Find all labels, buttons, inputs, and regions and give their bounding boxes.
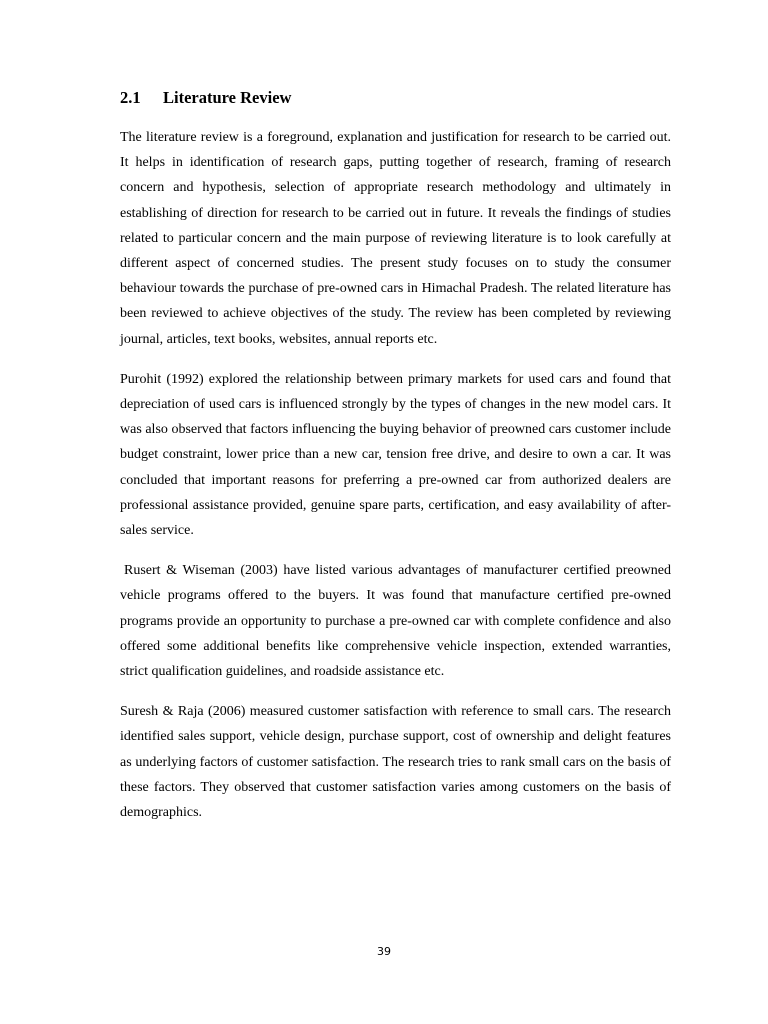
section-number: 2.1 [120,88,141,107]
body-text [120,125,671,840]
paragraph-rusert-wiseman-2003: Rusert & Wiseman (2003) have listed various advantages of manufacturer certified preowned vehicle programs offered to the buyers. It was found that manufacture certified pre-owned programs provide an opportunity to purchase a pre-owned car with complete confidence and also offered some additional benefits like comprehensive vehicle inspection, extended warranties, strict qualification guidelines, and roadside assistance etc. [120,563,671,680]
page-number: 39 [377,945,391,958]
paragraph-intro: The literature review is a foreground, explanation and justification for research to be carried out. It helps in identification of research gaps, putting together of research, framing of research concern and hypothesis, selection of appropriate research methodology and ultimately in establishing of direction for research to be carried out in future. It reveals the findings of studies related to particular concern and the main purpose of reviewing literature is to look carefully at different aspect of concerned studies. The present study focuses on to study the consumer behaviour towards the purchase of pre-owned cars in Himachal Pradesh. The related literature has been reviewed to achieve objectives of the study. The review has been completed by reviewing journal, articles, text books, websites, annual reports etc. [120,130,671,347]
section-title: Literature Review [163,88,292,107]
paragraph-suresh-raja-2006: Suresh & Raja (2006) measured customer satisfaction with reference to small cars. The research identified sales support, vehicle design, purchase support, cost of ownership and delight features as underlying factors of customer satisfaction. The research tries to rank small cars on the basis of these factors. They observed that customer satisfaction varies among customers on the basis of demographics. [120,704,671,821]
section-heading [120,88,291,108]
paragraph-purohit-1992: Purohit (1992) explored the relationship between primary markets for used cars and found that depreciation of used cars is influenced strongly by the types of changes in the new model cars. It was also observed that factors influencing the buying behavior of preowned cars customer include budget constraint, lower price than a new car, tension free drive, and desire to own a car. It was concluded that important reasons for preferring a pre-owned car from authorized dealers are professional assistance provided, genuine spare parts, certification, and easy availability of after-sales service. [120,371,671,539]
